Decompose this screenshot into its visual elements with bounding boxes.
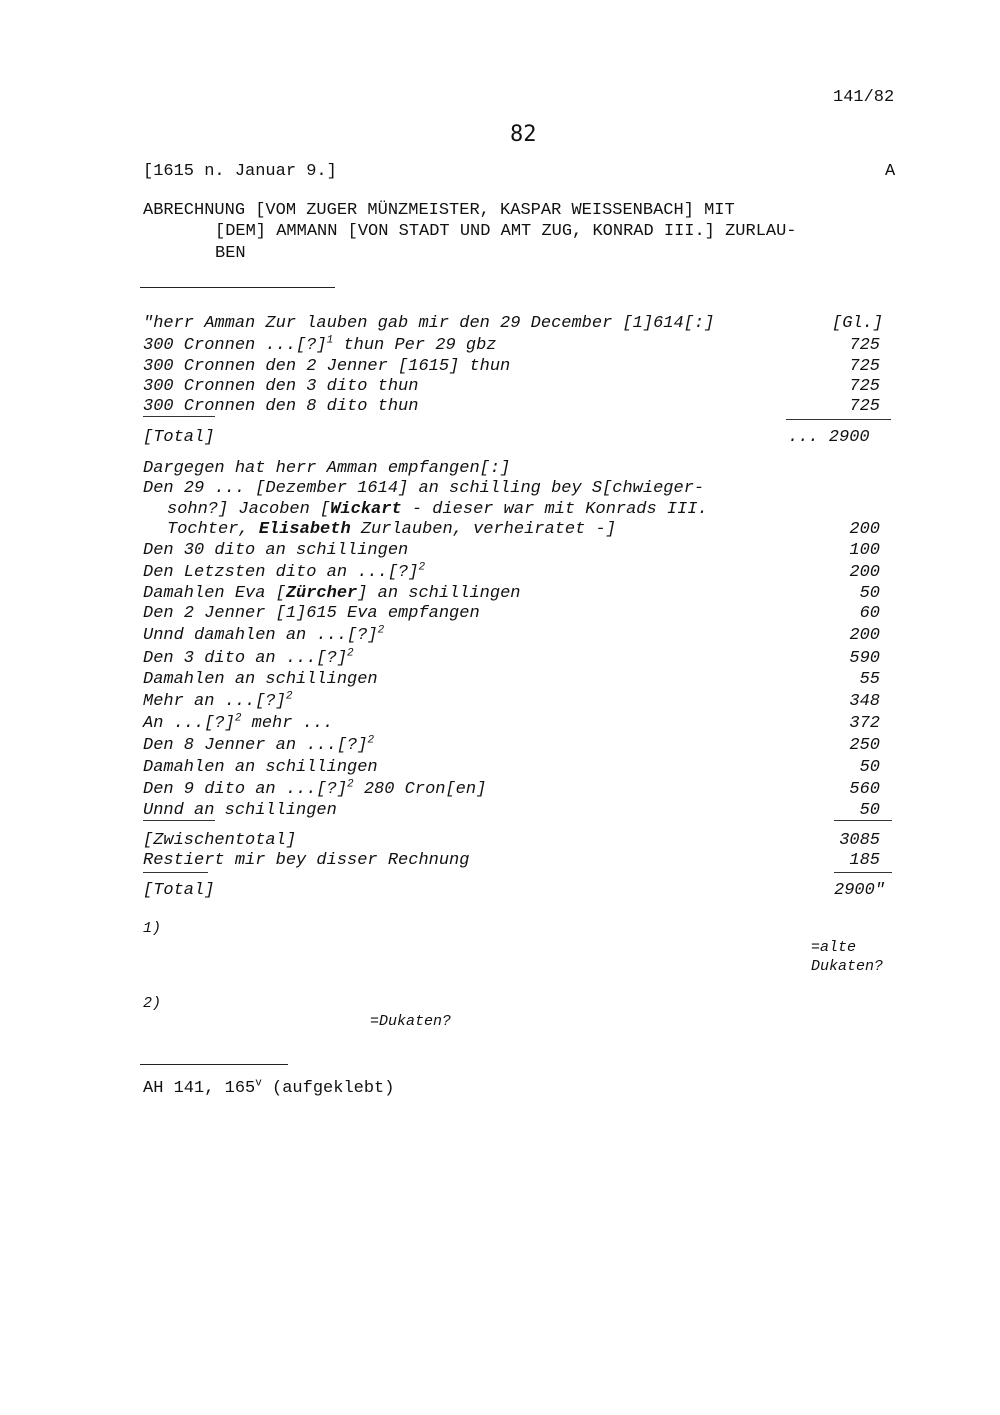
debit-row-amount: 590 xyxy=(849,649,880,668)
rest-value: 185 xyxy=(849,851,880,870)
credit-row xyxy=(143,336,496,355)
final-total-label: [Total] xyxy=(143,881,215,900)
debit-row-text-tail: 280 Cron[en] xyxy=(353,780,487,799)
first-entry-line-1: Den 29 ... [Dezember 1614] an schilling bey S[chwieger- xyxy=(143,479,705,498)
first-entry-amount: 200 xyxy=(849,520,880,539)
credit-row-text-tail: thun Per 29 gbz xyxy=(333,336,497,355)
credit-row xyxy=(143,397,418,416)
debit-row-amount: 200 xyxy=(849,563,880,582)
debit-row-footnote-ref: 2 xyxy=(418,561,426,574)
debit-intro: Dargegen hat herr Amman empfangen[:] xyxy=(143,459,511,478)
debit-row xyxy=(143,736,374,755)
debit-row xyxy=(143,692,292,711)
note-1-marker: 1) xyxy=(143,920,162,937)
debit-row-text: Unnd an schillingen xyxy=(143,801,337,820)
debit-row-amount: 250 xyxy=(849,736,880,755)
debit-row-text: Den 2 Jenner [1]615 Eva empfangen xyxy=(143,604,480,623)
ledger-header-unit: [Gl.] xyxy=(832,314,884,333)
credit-row-text: 300 Cronnen den 8 dito thun xyxy=(143,397,419,416)
notes-divider xyxy=(140,1064,288,1065)
debit-row-text: Den 9 dito an ...[?] xyxy=(143,780,348,799)
debit-row-amount: 560 xyxy=(849,780,880,799)
debit-sum-line xyxy=(834,820,892,821)
debit-underline xyxy=(143,820,215,821)
credit-total-value: ... 2900 xyxy=(788,428,870,447)
debit-row-amount: 100 xyxy=(849,541,880,560)
credit-row-amount: 725 xyxy=(849,336,880,355)
debit-row-text: Den 3 dito an ...[?] xyxy=(143,649,348,668)
debit-row-text-tail: mehr ... xyxy=(241,714,334,733)
first-entry-text-a: sohn?] Jacoben [ xyxy=(167,500,331,519)
credit-row xyxy=(143,357,510,376)
debit-row-text-tail: ] an schillingen xyxy=(357,584,521,603)
debit-row-text: Den Letzsten dito an ...[?] xyxy=(143,563,419,582)
title-line-1: ABRECHNUNG [VOM ZUGER MÜNZMEISTER, KASPAR WEISSENBACH] MIT xyxy=(143,201,735,220)
debit-row xyxy=(143,584,520,603)
credit-sum-line xyxy=(786,419,891,420)
debit-row-text: Damahlen an schillingen xyxy=(143,758,378,777)
rest-label: Restiert mir bey disser Rechnung xyxy=(143,851,470,870)
credit-row-amount: 725 xyxy=(849,397,880,416)
debit-row-amount: 372 xyxy=(849,714,880,733)
debit-row-amount: 50 xyxy=(859,584,880,603)
first-entry-text-d: Zurlauben, verheiratet -] xyxy=(350,520,616,539)
subtotal-value: 3085 xyxy=(839,831,880,850)
debit-row-text: Damahlen an schillingen xyxy=(143,670,378,689)
debit-row xyxy=(143,714,333,733)
version-letter: A xyxy=(885,162,896,181)
debit-row-text: Damahlen Eva [ xyxy=(143,584,286,603)
credit-row xyxy=(143,377,418,396)
first-entry-line-3 xyxy=(167,520,616,539)
credit-row-text: 300 Cronnen ...[?] xyxy=(143,336,327,355)
note-2-marker: 2) xyxy=(143,995,162,1012)
debit-row-amount: 200 xyxy=(849,626,880,645)
rest-underline xyxy=(143,872,208,873)
note-1-text-line-2: Dukaten? xyxy=(811,958,884,975)
debit-row xyxy=(143,626,384,645)
debit-row-amount: 348 xyxy=(849,692,880,711)
debit-row-amount: 60 xyxy=(859,604,880,623)
note-1-text-line-1: =alte xyxy=(811,939,857,956)
title-line-2: [DEM] AMMANN [VON STADT UND AMT ZUG, KONRAD III.] ZURLAU- xyxy=(215,222,797,241)
source-reference xyxy=(143,1079,394,1098)
first-entry-line-2 xyxy=(167,500,708,519)
note-2-text: =Dukaten? xyxy=(370,1013,452,1030)
document-date: [1615 n. Januar 9.] xyxy=(143,162,337,181)
debit-row-amount: 50 xyxy=(859,758,880,777)
debit-row-text: Mehr an ...[?] xyxy=(143,692,286,711)
rest-sum-line xyxy=(834,872,892,873)
debit-row-footnote-ref: 2 xyxy=(367,734,375,747)
final-total-value: 2900" xyxy=(834,881,886,900)
debit-row xyxy=(143,541,408,560)
debit-row-footnote-ref: 2 xyxy=(285,690,293,703)
debit-row-amount: 55 xyxy=(859,670,880,689)
debit-row-text: Den 30 dito an schillingen xyxy=(143,541,409,560)
reference-number: 141/82 xyxy=(833,88,895,107)
debit-row xyxy=(143,649,354,668)
debit-row-text: Unnd damahlen an ...[?] xyxy=(143,626,378,645)
credit-row-amount: 725 xyxy=(849,377,880,396)
debit-row-bold-name: Zürcher xyxy=(285,584,358,603)
debit-row-footnote-ref: 2 xyxy=(347,778,354,791)
debit-row xyxy=(143,563,425,582)
source-ref-note: (aufgeklebt) xyxy=(261,1079,395,1098)
credit-total-label: [Total] xyxy=(143,428,215,447)
source-ref-verso: v xyxy=(255,1077,262,1090)
first-entry-bold-daughter: Elisabeth xyxy=(258,520,351,539)
debit-row-text: Den 8 Jenner an ...[?] xyxy=(143,736,368,755)
debit-row-amount: 50 xyxy=(859,801,880,820)
debit-row-text: An ...[?] xyxy=(143,714,235,733)
subtotal-label: [Zwischentotal] xyxy=(143,831,297,850)
credit-underline xyxy=(143,416,215,417)
credit-row-footnote-ref: 1 xyxy=(326,334,334,347)
debit-row xyxy=(143,604,480,623)
debit-row-footnote-ref: 2 xyxy=(377,624,385,637)
first-entry-bold-name: Wickart xyxy=(330,500,402,519)
debit-row-footnote-ref: 2 xyxy=(347,647,354,660)
credit-row-text: 300 Cronnen den 2 Jenner [1615] thun xyxy=(143,357,511,376)
debit-row xyxy=(143,670,378,689)
credit-row-text: 300 Cronnen den 3 dito thun xyxy=(143,377,419,396)
title-line-3: BEN xyxy=(215,244,246,263)
debit-row xyxy=(143,780,486,799)
debit-row xyxy=(143,758,378,777)
first-entry-text-c: Tochter, xyxy=(167,520,259,539)
first-entry-text-b: - dieser war mit Konrads III. xyxy=(401,500,708,519)
debit-row xyxy=(143,801,337,820)
title-divider xyxy=(140,287,335,288)
document-number: 82 xyxy=(510,122,537,147)
source-ref-main: AH 141, 165 xyxy=(143,1079,256,1098)
ledger-header-text: "herr Amman Zur lauben gab mir den 29 December [1]614[:] xyxy=(143,314,715,333)
credit-row-amount: 725 xyxy=(849,357,880,376)
debit-row-footnote-ref: 2 xyxy=(234,712,242,725)
